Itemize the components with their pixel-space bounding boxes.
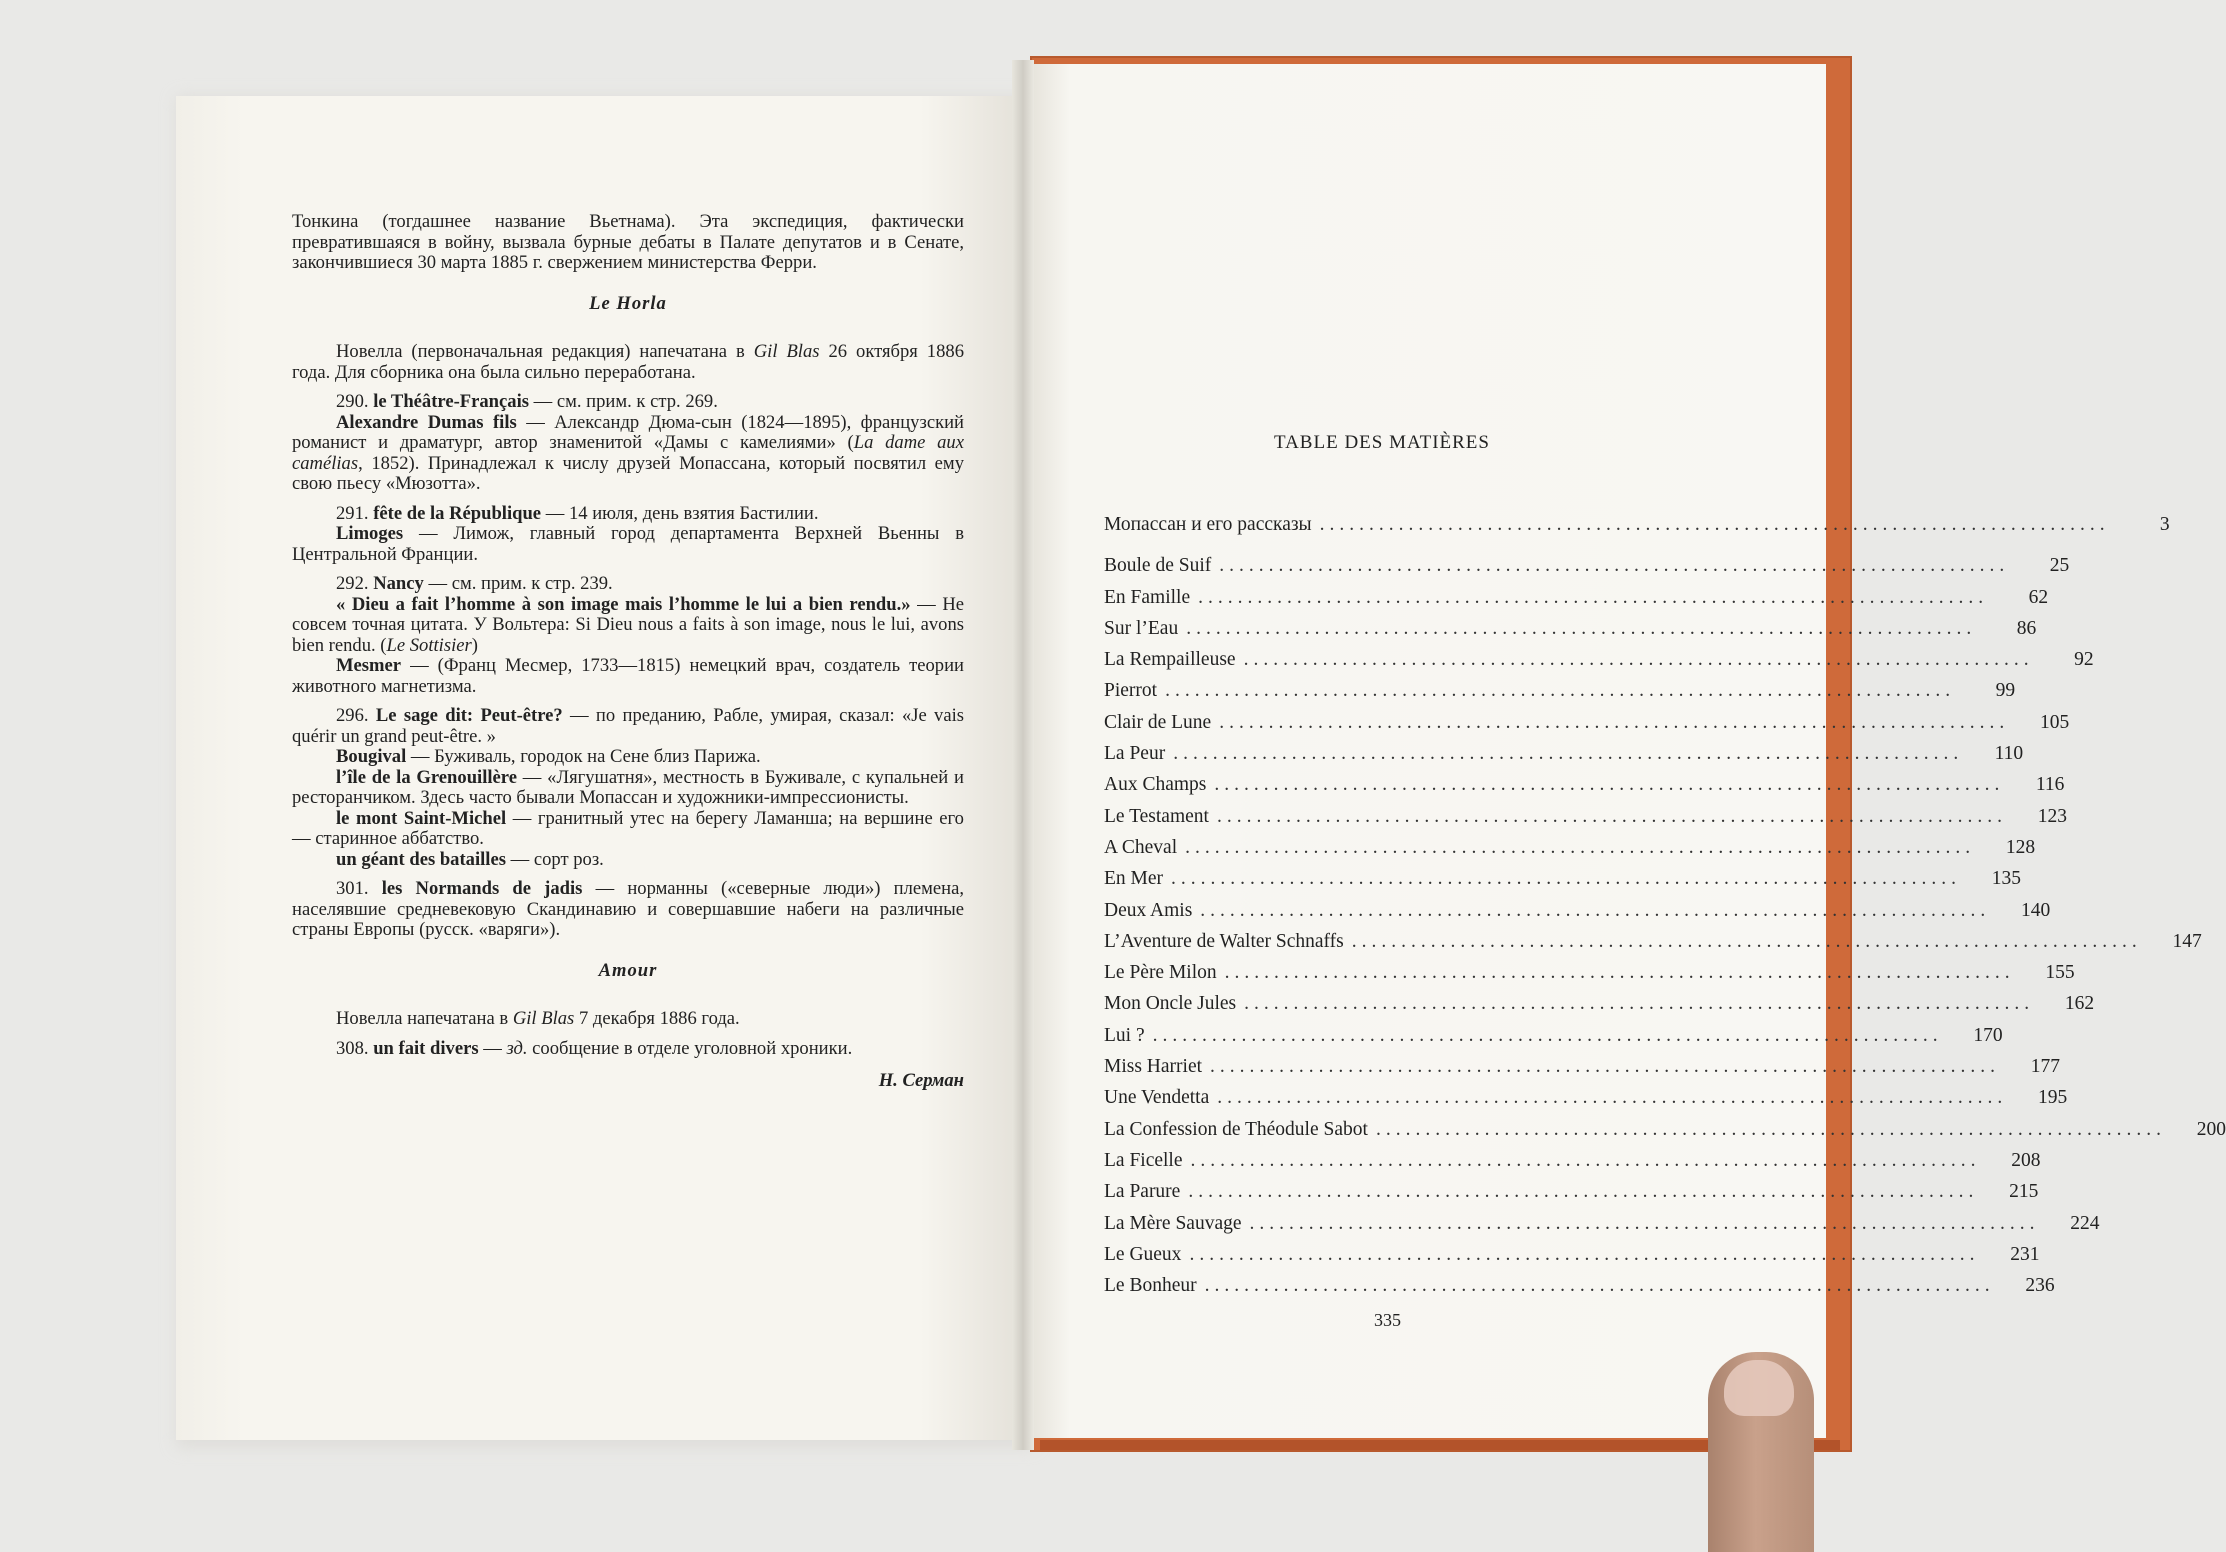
toc-leader-dots: ................................................................................ <box>1351 930 2142 952</box>
note-paragraph: 292. Nancy — см. прим. к стр. 239. <box>336 573 613 594</box>
note-paragraph: Новелла напечатана в Gil Blas 7 декабря 1886 года. <box>336 1008 740 1029</box>
toc-leader-dots: ................................................................................ <box>1219 555 2010 577</box>
toc-entry-title: Lui ? <box>1104 1024 1145 1046</box>
toc-entry-page: 155 <box>2045 962 2075 984</box>
toc-leader-dots: ................................................................................ <box>1200 899 1991 921</box>
toc-entry <box>1104 1243 2040 1275</box>
toc-entry <box>1104 1087 2068 1118</box>
note-paragraph: le mont Saint-Michel — гранитный утес на берегу Ламанша; на вершине его — старинное аббатство. <box>292 807 964 849</box>
note-paragraph: 301. les Normands de jadis — норманны («северные люди») племена, населявшие средневековую Скандинавию и совершавшие набеги на различные страны Европы (русск. «варяги»). <box>292 878 965 940</box>
toc-entry-title: Le Père Milon <box>1104 962 1217 984</box>
toc-entry <box>1104 586 2049 618</box>
signature: Н. Серман <box>878 1070 964 1091</box>
toc-entry-title: Le Bonheur <box>1104 1275 1197 1297</box>
toc-entry-page: 92 <box>2074 649 2094 671</box>
toc-entry <box>1104 836 2036 868</box>
toc-entry-page: 99 <box>1995 680 2016 702</box>
toc-entry-title: La Confession de Théodule Sabot <box>1104 1118 1368 1140</box>
toc-entry-title: En Famille <box>1104 586 1191 608</box>
toc-leader-dots: ................................................................................ <box>1190 1149 1981 1171</box>
toc-entry-title: La Mère Sauvage <box>1104 1212 1242 1234</box>
toc-leader-dots: ................................................................................ <box>1198 586 1989 608</box>
note-paragraph: Limoges — Лимож, главный город департамента Верхней Вьенны в Центральной Франции. <box>292 523 964 565</box>
toc-leader-dots: ................................................................................ <box>1244 993 2035 1015</box>
toc-leader-dots: ................................................................................ <box>1185 836 1976 858</box>
note-paragraph: 308. un fait divers — зд. сообщение в отделе уголовной хроники. <box>336 1037 853 1059</box>
toc-entry-page: 208 <box>2011 1149 2041 1171</box>
toc-entry-title: La Rempailleuse <box>1104 649 1236 671</box>
note-paragraph: un géant des batailles — сорт роз. <box>336 848 604 870</box>
toc-entry-title: Мопассан и его рассказы <box>1104 514 1312 535</box>
toc-entry-title: Boule de Suif <box>1104 555 1212 577</box>
toc-leader-dots: ................................................................................ <box>1214 774 2005 796</box>
toc-entry <box>1104 514 2170 545</box>
toc-entry-page: 128 <box>2005 836 2036 858</box>
toc-entry <box>1104 1181 2039 1212</box>
toc-entry-title: Le Testament <box>1104 805 1209 827</box>
toc-entry-page: 3 <box>2159 514 2170 535</box>
toc-leader-dots: ................................................................................ <box>1152 1024 1943 1046</box>
note-paragraph: 291. fête de la République — 14 июля, день взятия Бастилии. <box>336 502 819 524</box>
toc-entry-page: 116 <box>2035 774 2065 796</box>
book-gutter <box>1012 60 1034 1450</box>
toc-leader-dots: ................................................................................ <box>1165 680 1956 702</box>
toc-leader-dots: ................................................................................ <box>1216 805 2007 827</box>
toc-entry-title: Le Gueux <box>1104 1243 1182 1265</box>
toc-leader-dots: ................................................................................ <box>1249 1212 2040 1234</box>
toc-title: TABLE DES MATIÈRES <box>1274 432 1490 453</box>
toc-entry <box>1104 962 2075 993</box>
toc-entry <box>1104 1118 2226 1150</box>
toc-entry-page: 162 <box>2064 993 2095 1015</box>
toc-entry <box>1104 617 2037 649</box>
toc-entry <box>1104 868 2022 899</box>
toc-entry-title: L’Aventure de Walter Schnaffs <box>1104 930 1344 952</box>
toc-leader-dots: ................................................................................ <box>1243 649 2034 671</box>
note-paragraph: Alexandre Dumas fils — Александр Дюма-сын (1824—1895), французский романист и драматург, автор знаменитой «Дамы с камелиями» (La dame aux camélias, 1852). Принадлежал к числу друзей Мопассана, который посвятил ему свою пьесу «Мюзотта». <box>292 411 965 494</box>
toc-entry <box>1104 993 2095 1024</box>
note-paragraph: 290. le Théâtre-Français — см. прим. к стр. 269. <box>336 391 718 412</box>
toc-entry-title: La Ficelle <box>1104 1149 1183 1171</box>
toc-entry-page: 224 <box>2070 1212 2100 1234</box>
left-page-notes <box>292 212 964 1092</box>
toc-entry-page: 140 <box>2021 899 2051 921</box>
toc-entry-page: 123 <box>2037 805 2067 827</box>
toc-entry <box>1104 743 2024 774</box>
toc-leader-dots: ................................................................................ <box>1375 1118 2166 1140</box>
toc-leader-dots: ................................................................................ <box>1186 617 1977 639</box>
toc-leader-dots: ................................................................................ <box>1188 1181 1979 1203</box>
table-of-contents <box>1104 514 2226 1306</box>
toc-entry <box>1104 899 2051 931</box>
note-paragraph: l’île de la Grenouillère — «Лягушатня», местность в Буживале, с купальней и ресторанчиком. Здесь часто бывали Мопассан и художники-импрессионисты. <box>292 766 964 808</box>
note-paragraph: Mesmer — (Франц Месмер, 1733—1815) немецкий врач, создатель теории животного магнетизма. <box>292 655 964 697</box>
toc-entry-title: Mon Oncle Jules <box>1104 993 1237 1015</box>
toc-entry-page: 177 <box>2030 1056 2061 1078</box>
toc-entry <box>1104 930 2202 962</box>
toc-entry-title: Clair de Lune <box>1104 711 1212 733</box>
toc-entry <box>1104 1056 2061 1087</box>
thumbnail <box>1724 1360 1794 1416</box>
toc-entry-page: 147 <box>2172 930 2202 952</box>
toc-entry <box>1104 555 2070 586</box>
toc-entry <box>1104 649 2094 680</box>
toc-entry-title: Aux Champs <box>1104 774 1207 796</box>
toc-entry <box>1104 1024 2003 1056</box>
toc-leader-dots: ................................................................................ <box>1173 743 1964 765</box>
toc-entry-title: Miss Harriet <box>1104 1056 1203 1078</box>
toc-entry <box>1104 774 2065 805</box>
section-heading: Le Horla <box>589 292 667 314</box>
note-paragraph: 296. Le sage dit: Peut-être? — по преданию, Рабле, умирая, сказал: «Je vais quérir un grand peut-être. » <box>292 705 964 747</box>
toc-entry-page: 200 <box>2196 1118 2226 1140</box>
toc-entry-title: A Cheval <box>1104 836 1178 858</box>
toc-entry <box>1104 711 2070 743</box>
toc-leader-dots: ................................................................................ <box>1210 1056 2001 1078</box>
toc-entry <box>1104 1212 2100 1244</box>
toc-entry-title: La Parure <box>1104 1181 1181 1203</box>
toc-entry <box>1104 1275 2055 1306</box>
toc-entry-page: 135 <box>1991 868 2022 890</box>
toc-entry-page: 170 <box>1973 1024 2003 1046</box>
toc-leader-dots: ................................................................................ <box>1219 711 2010 733</box>
toc-entry-page: 231 <box>2010 1243 2040 1265</box>
toc-entry-title: Deux Amis <box>1104 899 1193 921</box>
note-paragraph: Тонкина (тогдашнее название Вьетнама). Эта экспедиция, фактически превратившаяся в войну, вызвала бурные дебаты в Палате депутатов и в Сенате, закончившиеся 30 марта 1885 г. свержением министерства Ферри. <box>292 211 964 273</box>
toc-leader-dots: ................................................................................ <box>1224 962 2015 984</box>
toc-entry <box>1104 680 2016 711</box>
page-number: 335 <box>1374 1310 1401 1330</box>
toc-leader-dots: ................................................................................ <box>1189 1243 1980 1265</box>
toc-entry-page: 195 <box>2037 1087 2068 1109</box>
toc-leader-dots: ................................................................................ <box>1217 1087 2008 1109</box>
toc-entry-page: 105 <box>2039 711 2070 733</box>
note-paragraph: Bougival — Буживаль, городок на Сене близ Парижа. <box>336 746 761 767</box>
note-paragraph: Новелла (первоначальная редакция) напечатана в Gil Blas 26 октября 1886 года. Для сборника она была сильно переработана. <box>292 341 964 383</box>
toc-entry-title: Une Vendetta <box>1104 1087 1210 1109</box>
toc-entry-page: 236 <box>2025 1275 2055 1297</box>
toc-entry-title: Pierrot <box>1104 680 1158 702</box>
toc-entry <box>1104 1149 2041 1181</box>
toc-entry-page: 86 <box>2016 617 2037 639</box>
toc-entry-title: Sur l’Eau <box>1104 617 1179 639</box>
note-paragraph: « Dieu a fait l’homme à son image mais l’homme le lui a bien rendu.» — Не совсем точная цитата. У Вольтера: Si Dieu nous a faits à son image, nous le lui, avons bien rendu. (Le Sottisier) <box>292 593 964 656</box>
toc-leader-dots: ................................................................................ <box>1171 868 1962 890</box>
toc-entry <box>1104 805 2067 837</box>
section-heading: Amour <box>598 959 658 981</box>
toc-entry-page: 62 <box>2028 586 2049 608</box>
toc-entry-page: 110 <box>1994 743 2024 765</box>
toc-entry-page: 215 <box>2009 1181 2039 1203</box>
toc-leader-dots: ................................................................................ <box>1204 1275 1995 1297</box>
toc-entry-title: En Mer <box>1104 868 1164 890</box>
toc-entry-page: 25 <box>2049 555 2070 577</box>
toc-leader-dots: ................................................................................ <box>1319 514 2110 535</box>
toc-entry-title: La Peur <box>1104 743 1166 765</box>
